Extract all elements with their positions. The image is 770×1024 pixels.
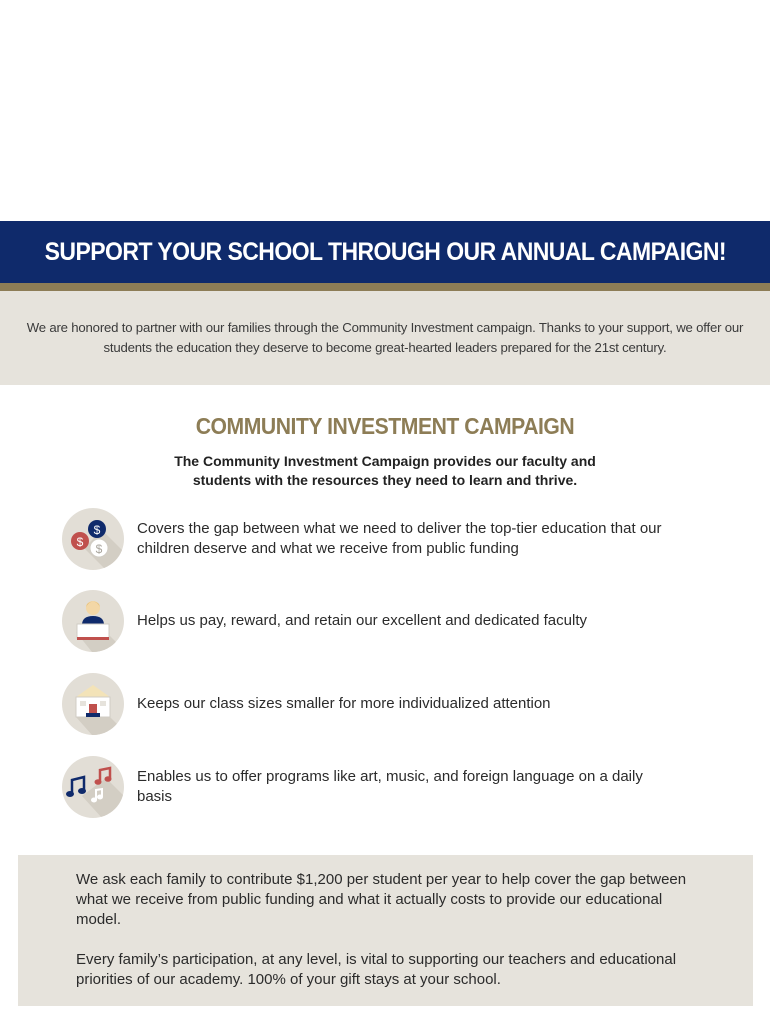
svg-text:$: $: [76, 535, 84, 549]
contribution-panel: [18, 855, 753, 1006]
intro-text: We are honored to partner with our families through the Community Investment campaign. Thanks to your support, we offer our students the education they deserve to become great-hearted leaders prepared for the 21st century.: [26, 320, 744, 355]
money-icon: [62, 508, 124, 570]
section-title: COMMUNITY INVESTMENT CAMPAIGN: [195, 413, 575, 439]
benefit-text: Helps us pay, reward, and retain our excellent and dedicated faculty: [137, 612, 587, 629]
contribution-request-text: We ask each family to contribute $1,200 per student per year to help cover the gap between what we receive from public funding and what it actually costs to provide our educational model.: [76, 871, 687, 928]
benefit-item-faculty: [62, 590, 702, 652]
benefit-item-class-size: [62, 673, 702, 735]
campaign-banner: [0, 221, 770, 291]
teacher-icon: [62, 590, 124, 652]
benefit-item-programs: [62, 756, 702, 818]
benefit-text: Keeps our class sizes smaller for more individualized attention: [137, 695, 551, 712]
benefit-text: Enables us to offer programs like art, music, and foreign language on a daily basis: [137, 768, 643, 805]
intro-panel: [0, 291, 770, 385]
benefit-item-funding-gap: [62, 508, 702, 570]
school-building-icon: [62, 673, 124, 735]
section-subtitle: The Community Investment Campaign provides our faculty and students with the resources they need to learn and thrive.: [174, 453, 596, 488]
svg-text:$: $: [95, 542, 103, 556]
music-notes-icon: [62, 756, 124, 818]
banner-title: SUPPORT YOUR SCHOOL THROUGH OUR ANNUAL CAMPAIGN!: [44, 237, 726, 266]
benefit-text: Covers the gap between what we need to deliver the top-tier education that our children deserve and what we receive from public funding: [137, 520, 662, 557]
participation-text: Every family’s participation, at any level, is vital to supporting our teachers and educational priorities of our academy. 100% of your gift stays at your school.: [76, 951, 677, 988]
svg-text:$: $: [93, 523, 101, 537]
